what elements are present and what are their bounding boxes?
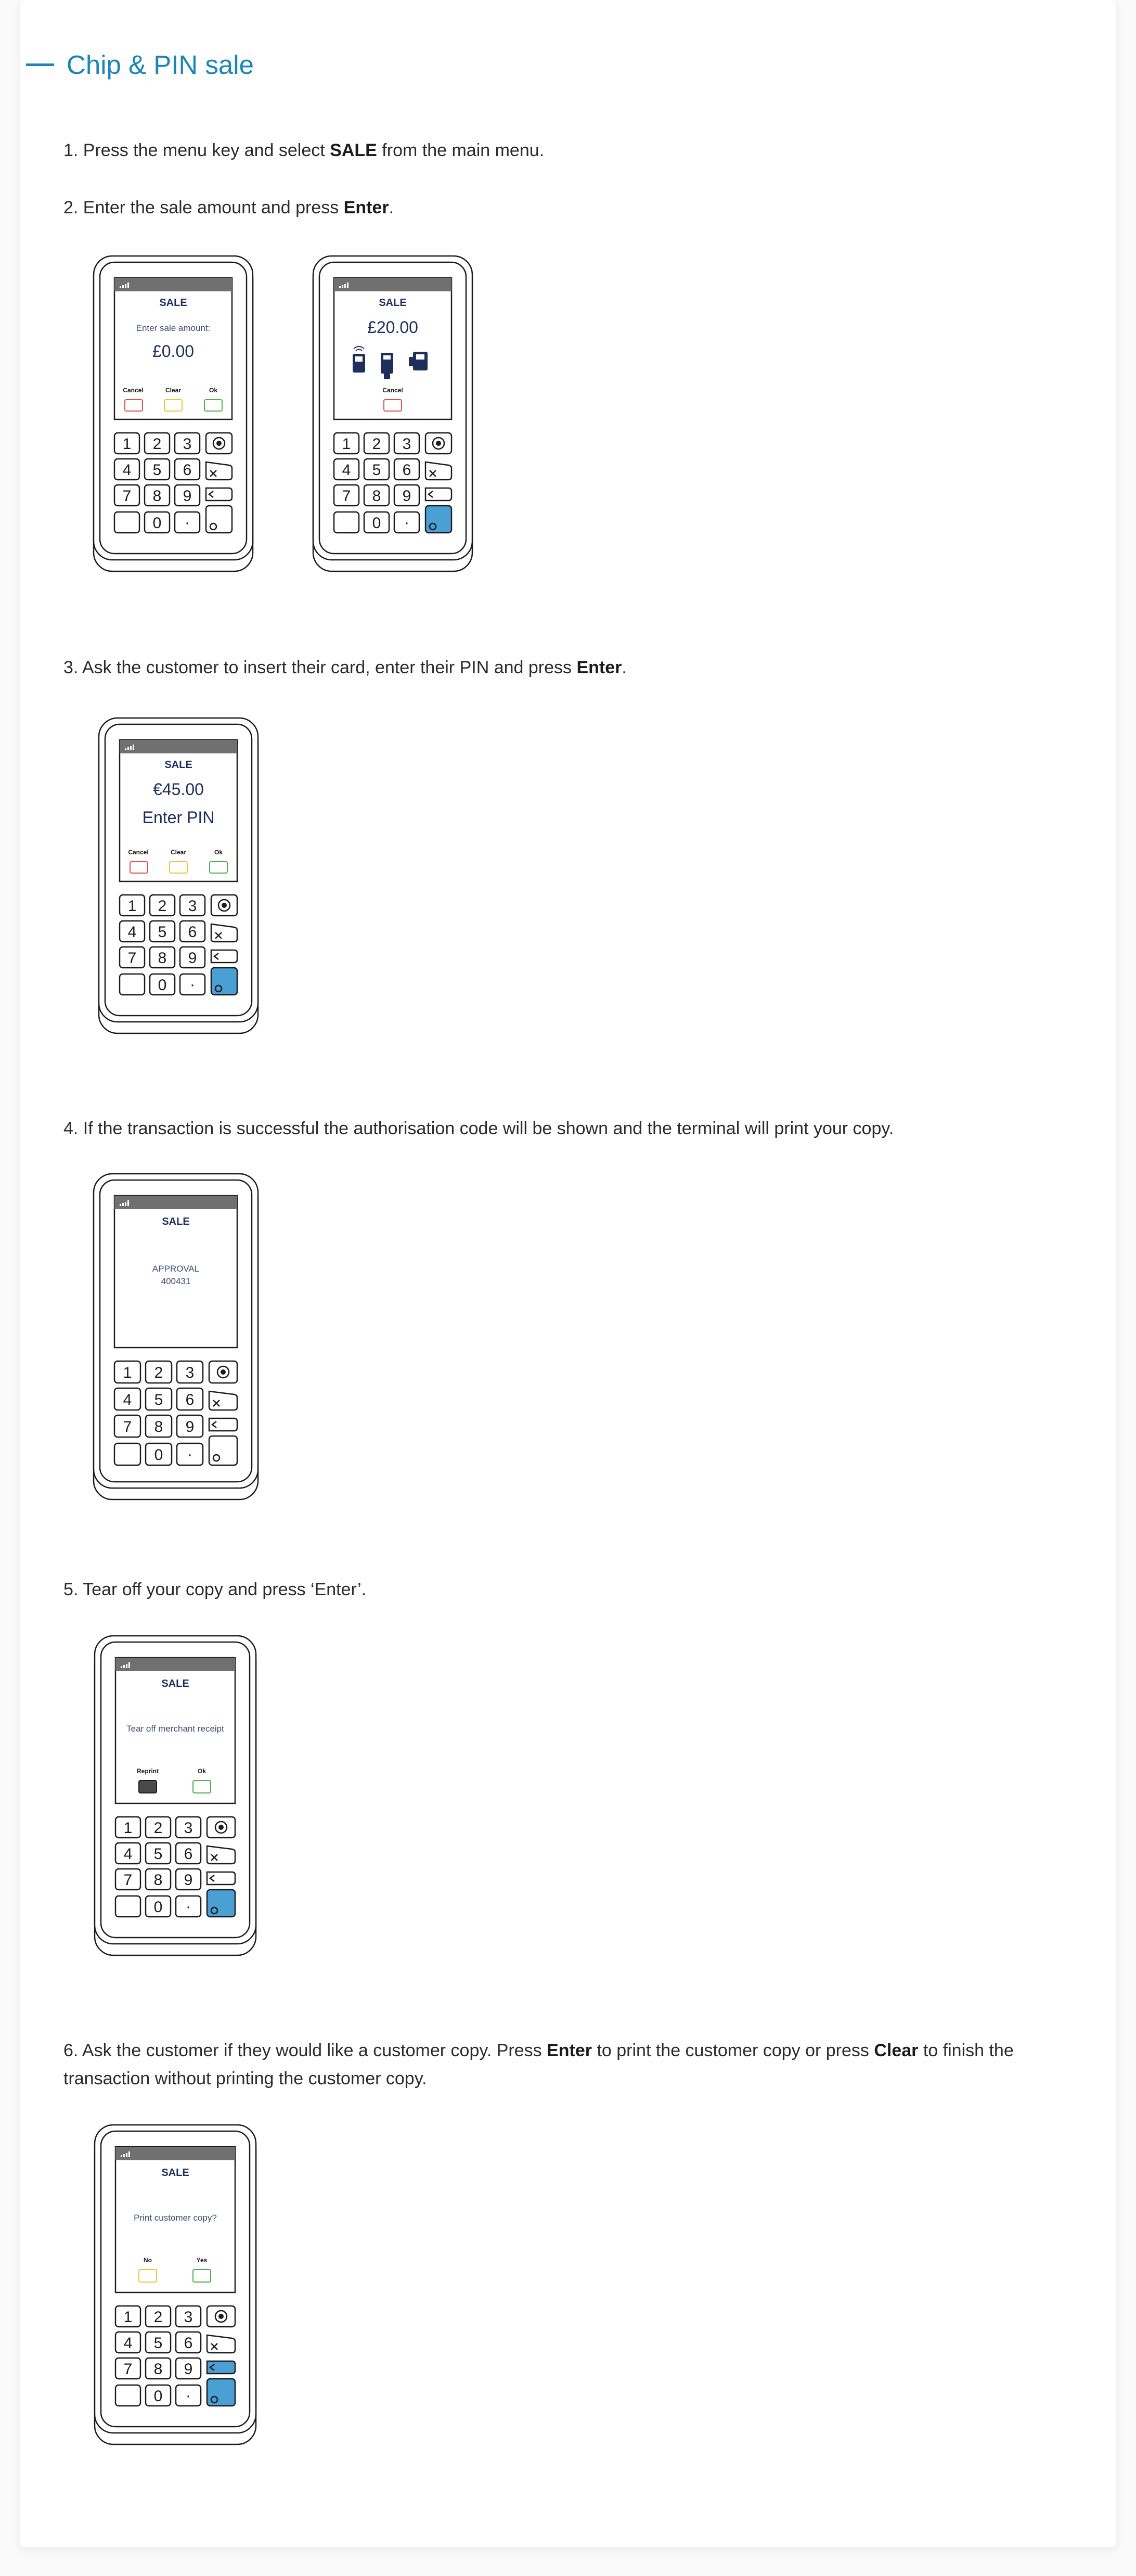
svg-text:3: 3 — [184, 1819, 193, 1837]
svg-text:9: 9 — [184, 2361, 193, 2378]
svg-text:0: 0 — [158, 977, 167, 994]
svg-text:5: 5 — [372, 462, 381, 479]
svg-text:6: 6 — [184, 2335, 193, 2352]
step-1: 1. Press the menu key and select SALE from the main menu. — [63, 140, 545, 160]
screen-amount: £20.00 — [367, 318, 418, 337]
terminal-customer-copy — [94, 2124, 257, 2445]
svg-text:5: 5 — [153, 2335, 163, 2352]
svg-text:2: 2 — [153, 1819, 163, 1837]
enter-key-highlighted — [425, 506, 451, 533]
enter-key-highlighted — [211, 968, 237, 995]
svg-text:2: 2 — [372, 435, 381, 453]
svg-text:9: 9 — [183, 488, 192, 505]
svg-text:7: 7 — [123, 1872, 133, 1889]
svg-text:4: 4 — [123, 1846, 133, 1863]
status-bar — [115, 2147, 235, 2160]
status-bar — [114, 1196, 237, 1209]
approval-code: 400431 — [161, 1276, 191, 1286]
cancel-label: Cancel — [123, 387, 144, 394]
step-4: 4. If the transaction is successful the authorisation code will be shown and the terminal will print your copy. — [63, 1119, 894, 1138]
svg-text:2: 2 — [153, 2309, 163, 2326]
svg-text:4: 4 — [123, 2335, 133, 2352]
screen-header: SALE — [161, 2167, 189, 2178]
svg-text:4: 4 — [122, 462, 132, 479]
clear-label: Clear — [170, 849, 187, 856]
svg-text:7: 7 — [342, 488, 351, 505]
svg-text:3: 3 — [402, 435, 411, 453]
cancel-label: Cancel — [382, 387, 403, 394]
svg-text:·: · — [185, 514, 190, 531]
svg-text:1: 1 — [122, 435, 132, 453]
cancel-label: Cancel — [128, 849, 149, 856]
no-label: No — [144, 2257, 152, 2264]
screen-header: SALE — [162, 1216, 190, 1227]
cancel-button-icon — [130, 862, 148, 873]
status-bar — [115, 1658, 235, 1671]
step-6: 6. Ask the customer if they would like a customer copy. Press Enter to print the customer copy or press Clear to finish the transaction without printing the customer copy. — [63, 2041, 1014, 2088]
svg-text:4: 4 — [342, 462, 351, 479]
terminal-enter-pin — [98, 717, 259, 1034]
svg-text:·: · — [186, 2387, 191, 2404]
svg-text:9: 9 — [184, 1872, 193, 1889]
svg-text:3: 3 — [188, 898, 197, 915]
svg-text:·: · — [187, 1446, 192, 1463]
svg-text:7: 7 — [122, 488, 132, 505]
ok-button-icon — [204, 400, 222, 411]
svg-text:4: 4 — [123, 1391, 132, 1408]
screen-header: SALE — [164, 759, 192, 771]
status-bar — [114, 278, 232, 291]
svg-text:8: 8 — [372, 488, 381, 505]
svg-text:1: 1 — [123, 1364, 132, 1381]
no-button-icon — [139, 2270, 157, 2282]
clear-button-icon — [170, 862, 187, 873]
svg-text:7: 7 — [123, 2361, 133, 2378]
clear-label: Clear — [165, 387, 182, 394]
svg-text:3: 3 — [183, 435, 192, 453]
screen-amount: €45.00 — [153, 780, 204, 799]
svg-text:8: 8 — [158, 950, 167, 967]
screen-prompt: Tear off merchant receipt — [126, 1724, 224, 1734]
svg-text:1: 1 — [127, 898, 137, 915]
svg-text:8: 8 — [152, 488, 162, 505]
title-dash-icon — [26, 63, 54, 66]
svg-text:6: 6 — [402, 462, 411, 479]
terminal-enter-amount — [93, 255, 254, 572]
reprint-label: Reprint — [137, 1767, 159, 1775]
screen-header: SALE — [159, 297, 187, 309]
svg-text:7: 7 — [123, 1418, 132, 1436]
svg-text:·: · — [186, 1898, 191, 1915]
screen-amount: £0.00 — [152, 342, 195, 361]
status-bar — [120, 740, 237, 753]
svg-text:6: 6 — [183, 462, 192, 479]
screen-header: SALE — [379, 297, 407, 309]
svg-text:7: 7 — [127, 950, 137, 967]
svg-text:0: 0 — [153, 1899, 163, 1916]
svg-text:8: 8 — [154, 1418, 163, 1436]
svg-text:5: 5 — [153, 1846, 163, 1863]
clear-key-highlighted — [207, 2361, 235, 2374]
screen-prompt: Enter sale amount: — [136, 323, 211, 333]
cancel-button-icon — [125, 400, 143, 411]
svg-text:3: 3 — [184, 2309, 193, 2326]
svg-text:·: · — [190, 976, 195, 993]
step-2: 2. Enter the sale amount and press Enter. — [63, 198, 394, 217]
svg-text:5: 5 — [152, 462, 162, 479]
reprint-button-icon — [139, 1780, 157, 1793]
svg-text:0: 0 — [372, 515, 381, 532]
screen-prompt: Print customer copy? — [134, 2213, 217, 2223]
terminal-present-card — [312, 255, 473, 572]
section-header — [26, 49, 254, 80]
page-title: Chip & PIN sale — [67, 50, 254, 80]
svg-text:1: 1 — [123, 1819, 133, 1837]
terminal-tear-receipt — [94, 1635, 257, 1956]
ok-label: Ok — [197, 1767, 206, 1775]
ok-label: Ok — [209, 387, 218, 394]
svg-text:9: 9 — [402, 488, 411, 505]
svg-text:2: 2 — [158, 898, 167, 915]
svg-text:5: 5 — [158, 924, 167, 941]
ok-button-icon — [210, 862, 227, 873]
svg-text:4: 4 — [127, 924, 137, 941]
approval-label: APPROVAL — [152, 1264, 200, 1274]
status-bar — [334, 278, 451, 291]
ok-label: Ok — [214, 849, 223, 856]
step-5: 5. Tear off your copy and press ‘Enter’. — [63, 1580, 367, 1599]
svg-text:1: 1 — [123, 2309, 133, 2326]
screen-header: SALE — [161, 1678, 189, 1689]
svg-text:0: 0 — [152, 515, 162, 532]
svg-text:9: 9 — [185, 1418, 195, 1436]
svg-text:6: 6 — [185, 1391, 195, 1408]
ok-button-icon — [193, 1780, 211, 1793]
svg-text:1: 1 — [342, 435, 351, 453]
yes-button-icon — [193, 2270, 211, 2282]
svg-text:6: 6 — [184, 1846, 193, 1863]
svg-text:9: 9 — [188, 950, 197, 967]
terminal-approval — [93, 1173, 259, 1501]
svg-text:·: · — [404, 514, 409, 531]
svg-text:8: 8 — [153, 2361, 163, 2378]
svg-text:8: 8 — [153, 1872, 163, 1889]
svg-text:2: 2 — [154, 1364, 163, 1381]
svg-text:5: 5 — [154, 1391, 163, 1408]
svg-text:3: 3 — [185, 1364, 195, 1381]
cancel-button-icon — [384, 400, 402, 411]
svg-text:6: 6 — [188, 924, 197, 941]
svg-text:0: 0 — [153, 2388, 163, 2405]
svg-text:2: 2 — [152, 435, 162, 453]
yes-label: Yes — [196, 2257, 208, 2264]
svg-text:0: 0 — [154, 1446, 163, 1464]
screen-prompt: Enter PIN — [142, 808, 215, 827]
clear-button-icon — [164, 400, 182, 411]
step-3: 3. Ask the customer to insert their card, enter their PIN and press Enter. — [63, 658, 627, 677]
